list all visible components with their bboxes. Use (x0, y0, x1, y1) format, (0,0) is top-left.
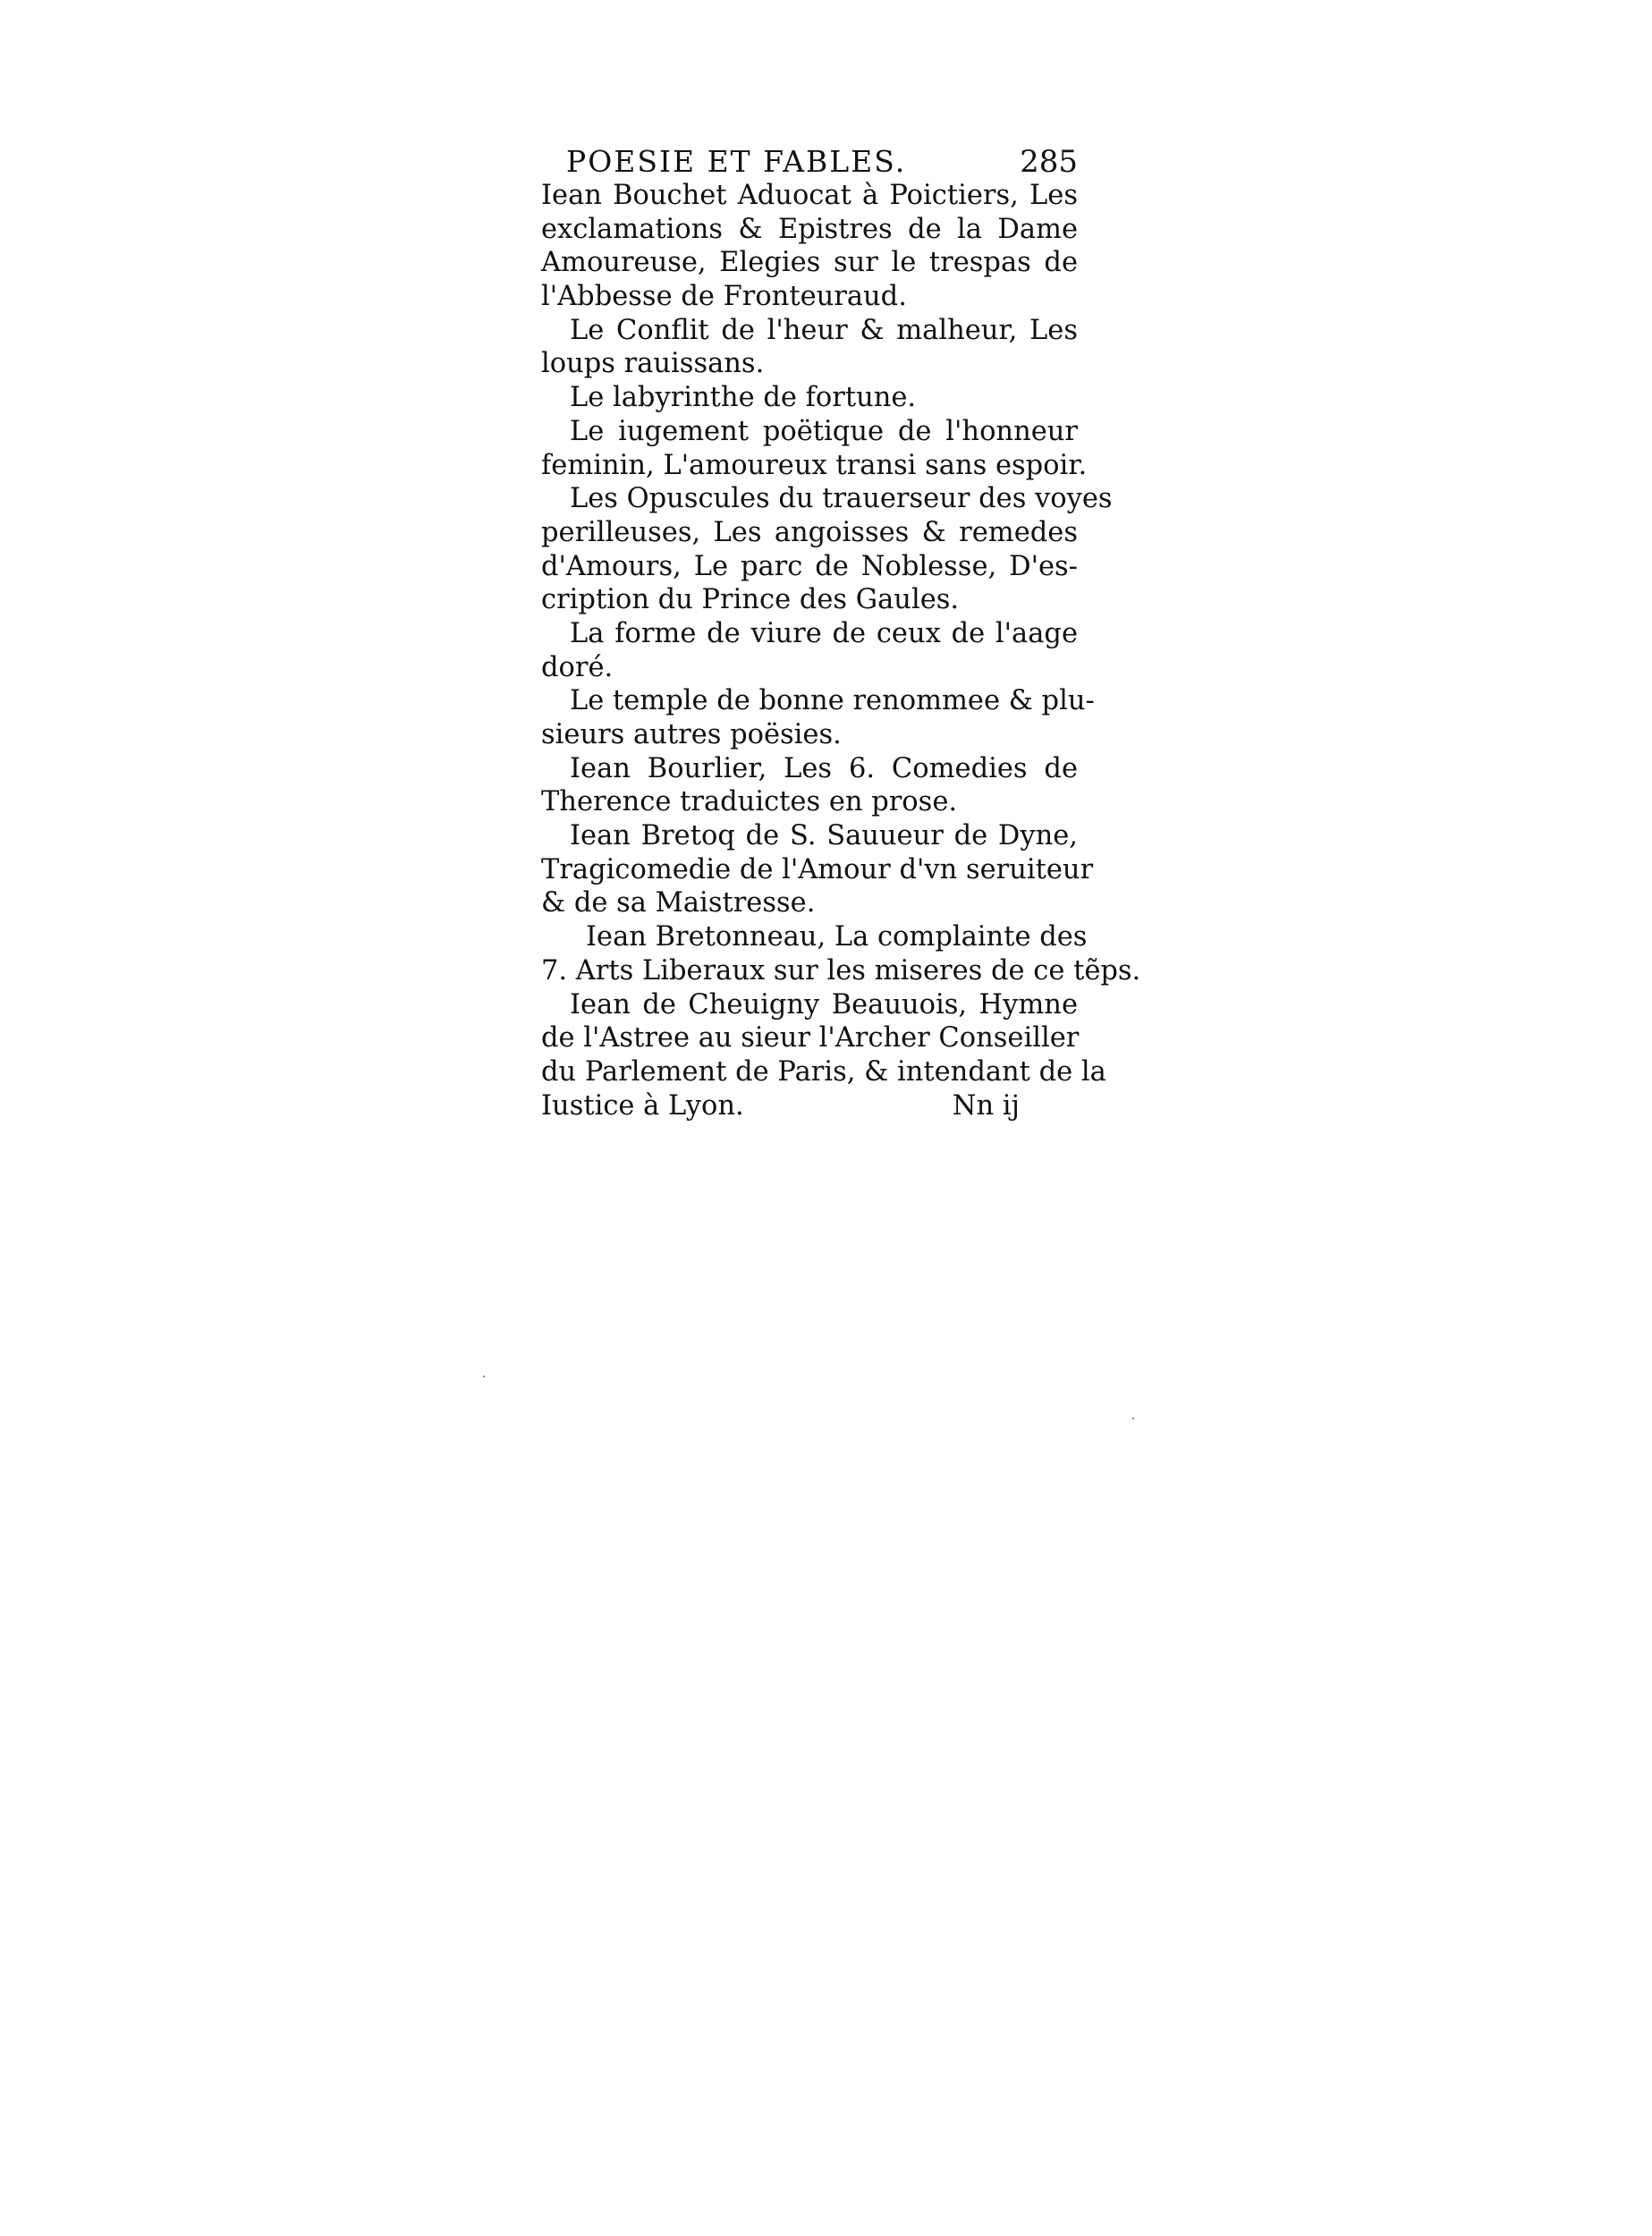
text-line: Iean Bouchet Aduocat à Poictiers, Les (541, 180, 1078, 211)
text-line: Iean de Cheuigny Beauuois, Hymne (570, 988, 1078, 1021)
last-line (541, 1089, 1078, 1123)
text-line: doré. (541, 651, 614, 683)
text-line: de l'Astree au sieur l'Archer Conseiller (541, 1022, 1080, 1054)
scan-speck (483, 1376, 485, 1377)
text-line: sieurs autres poësies. (541, 719, 842, 750)
text-line: Les Opuscules du trauerseur des voyes (570, 483, 1113, 515)
text-line: Le Conflit de l'heur & malheur, Les (570, 314, 1078, 346)
text-line: La forme de viure de ceux de l'aage (570, 617, 1078, 649)
text-line: Le temple de bonne renommee & plu- (570, 685, 1095, 717)
text-line: loups rauissans. (541, 348, 765, 380)
text-line: Iustice à Lyon. (541, 1089, 744, 1122)
text-line: Iean Bretoq de S. Sauueur de Dyne, (570, 820, 1078, 852)
text-line: Iean Bretonneau, La complainte des (586, 921, 1088, 953)
text-block (541, 144, 1141, 1122)
text-line: l'Abbesse de Fronteuraud. (541, 281, 907, 313)
scan-speck (1132, 1418, 1134, 1419)
page-header (541, 145, 1078, 179)
text-line: Amoureuse, Elegies sur le trespas de (541, 247, 1078, 279)
text-line: exclamations & Epistres de la Dame (541, 213, 1078, 245)
text-line: perilleuses, Les angoisses & remedes (541, 516, 1078, 548)
text-line: Tragicomedie de l'Amour d'vn seruiteur (541, 853, 1094, 885)
text-line: Iean Bourlier, Les 6. Comedies de (570, 752, 1078, 784)
text-line: d'Amours, Le parc de Noblesse, D'es- (541, 550, 1078, 582)
text-line: 7. Arts Liberaux sur les miseres de ce tẽps. (541, 954, 1141, 987)
signature-mark: Nn ij (952, 1089, 1020, 1122)
text-line: feminin, L'amoureux transi sans espoir. (541, 449, 1088, 481)
text-line: Le labyrinthe de fortune. (570, 382, 917, 414)
text-line: cription du Prince des Gaules. (541, 584, 960, 616)
text-line: Le iugement poëtique de l'honneur (570, 415, 1078, 447)
text-line: Therence traduictes en prose. (541, 786, 958, 818)
running-title: POESIE ET FABLES. (566, 144, 907, 179)
text-line: & de sa Maistresse. (541, 887, 816, 919)
page-number: 285 (1020, 144, 1078, 180)
text-line: du Parlement de Paris, & intendant de la (541, 1055, 1106, 1088)
